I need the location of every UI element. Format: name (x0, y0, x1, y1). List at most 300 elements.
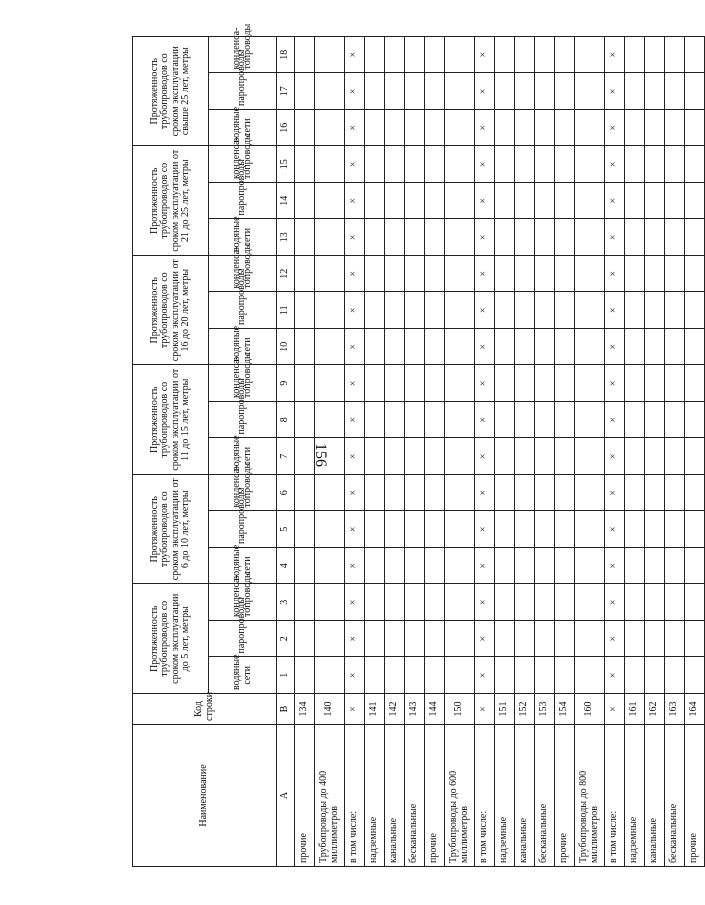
data-cell (445, 548, 475, 585)
subcol-header: паропроводы (209, 292, 277, 329)
data-cell (495, 621, 515, 658)
table-row (625, 36, 645, 866)
data-cell: × (475, 255, 495, 292)
data-cell (515, 401, 535, 438)
data-cell: × (605, 219, 625, 256)
data-cell (405, 511, 425, 548)
data-cell (535, 657, 555, 694)
data-cell (405, 657, 425, 694)
data-cell (405, 182, 425, 219)
row-name: бесканальные (665, 725, 685, 867)
table-row (385, 36, 405, 866)
row-code: 143 (405, 694, 425, 725)
data-cell (365, 36, 385, 73)
table-row (475, 36, 495, 866)
data-cell: × (605, 365, 625, 402)
data-cell: × (605, 255, 625, 292)
row-name: бесканальные (405, 725, 425, 867)
row-name: бесканальные (535, 725, 555, 867)
data-cell (445, 401, 475, 438)
data-cell: × (345, 584, 365, 621)
subcol-header: конденса-топроводы (209, 365, 277, 402)
data-cell (365, 584, 385, 621)
row-code: 160 (575, 694, 605, 725)
data-cell (365, 219, 385, 256)
data-cell (315, 36, 345, 73)
subcol-header: конденса-топроводы (209, 146, 277, 183)
data-cell (315, 109, 345, 146)
data-cell (645, 255, 665, 292)
row-code: 134 (295, 694, 315, 725)
subcol-header: паропроводы (209, 182, 277, 219)
data-cell (575, 73, 605, 110)
row-code: 141 (365, 694, 385, 725)
data-cell (295, 146, 315, 183)
group-header: Протяженность трубопроводов со сроком эксплуатации свыше 25 лет, метры (133, 36, 209, 146)
data-cell (555, 548, 575, 585)
data-cell (665, 255, 685, 292)
data-cell (535, 511, 555, 548)
data-cell: × (475, 146, 495, 183)
index-cell: 7 (277, 438, 295, 475)
row-name: прочие (555, 725, 575, 867)
data-cell (645, 438, 665, 475)
data-cell (495, 109, 515, 146)
row-code: 154 (555, 694, 575, 725)
data-cell (365, 548, 385, 585)
data-cell (625, 73, 645, 110)
table-row (445, 36, 475, 866)
table-body (277, 36, 705, 866)
subcol-header: водяные сети (209, 219, 277, 256)
data-cell (405, 146, 425, 183)
table-row (315, 36, 345, 866)
data-cell (685, 548, 705, 585)
index-cell: 13 (277, 219, 295, 256)
data-cell (555, 292, 575, 329)
row-name: в том числе: (475, 725, 495, 867)
data-cell (665, 73, 685, 110)
data-cell (385, 548, 405, 585)
data-cell (425, 73, 445, 110)
data-cell (295, 109, 315, 146)
data-cell (665, 219, 685, 256)
data-cell (445, 621, 475, 658)
data-cell (625, 255, 645, 292)
group-header: Протяженность трубопроводов со сроком эксплуатации от 21 до 25 лет, метры (133, 146, 209, 256)
data-cell (625, 36, 645, 73)
data-cell (555, 365, 575, 402)
data-cell (535, 474, 555, 511)
data-cell (555, 219, 575, 256)
data-cell (645, 657, 665, 694)
table-row (365, 36, 385, 866)
subcol-header: паропроводы (209, 73, 277, 110)
row-name: Трубопроводы до 600 миллиметров (445, 725, 475, 867)
data-cell (575, 182, 605, 219)
subcol-header: конденса-топроводы (209, 584, 277, 621)
data-cell (495, 365, 515, 402)
data-cell (535, 73, 555, 110)
data-cell (365, 657, 385, 694)
data-cell (625, 365, 645, 402)
data-cell (445, 219, 475, 256)
data-cell (405, 109, 425, 146)
data-cell (625, 328, 645, 365)
data-cell (555, 36, 575, 73)
data-cell (315, 182, 345, 219)
data-cell (645, 548, 665, 585)
data-cell (515, 292, 535, 329)
data-cell (535, 365, 555, 402)
data-cell (365, 146, 385, 183)
data-cell (425, 255, 445, 292)
data-cell (645, 511, 665, 548)
data-cell: × (475, 219, 495, 256)
index-cell: 5 (277, 511, 295, 548)
data-cell (405, 438, 425, 475)
data-cell (515, 36, 535, 73)
data-cell (445, 584, 475, 621)
row-name: прочие (685, 725, 705, 867)
data-cell (495, 255, 515, 292)
group-header: Протяженность трубопроводов со сроком эксплуатации от 16 до 20 лет, метры (133, 255, 209, 365)
pipeline-length-table (132, 23, 705, 867)
data-cell (445, 182, 475, 219)
data-cell (685, 328, 705, 365)
data-cell: × (475, 109, 495, 146)
data-cell (405, 328, 425, 365)
data-cell: × (605, 73, 625, 110)
data-cell (645, 474, 665, 511)
data-cell (555, 182, 575, 219)
data-cell (495, 548, 515, 585)
data-cell: × (345, 255, 365, 292)
data-cell (685, 438, 705, 475)
data-cell (665, 621, 685, 658)
data-cell (645, 182, 665, 219)
data-cell (575, 292, 605, 329)
data-cell (495, 657, 515, 694)
data-cell: × (345, 511, 365, 548)
data-cell (445, 146, 475, 183)
data-cell (445, 474, 475, 511)
row-code: 163 (665, 694, 685, 725)
index-cell: 14 (277, 182, 295, 219)
data-cell (535, 255, 555, 292)
data-cell (665, 401, 685, 438)
data-cell: × (345, 548, 365, 585)
data-cell: × (605, 292, 625, 329)
data-cell (495, 474, 515, 511)
data-cell (425, 401, 445, 438)
data-cell (555, 584, 575, 621)
data-cell (515, 621, 535, 658)
data-cell (495, 328, 515, 365)
data-cell (495, 182, 515, 219)
data-cell (575, 584, 605, 621)
data-cell (625, 584, 645, 621)
data-cell (625, 219, 645, 256)
data-cell (555, 511, 575, 548)
data-cell: × (605, 328, 625, 365)
data-cell (535, 548, 555, 585)
data-cell (495, 146, 515, 183)
data-cell (295, 511, 315, 548)
row-code: × (475, 694, 495, 725)
data-cell (365, 511, 385, 548)
data-cell (555, 474, 575, 511)
data-cell (425, 438, 445, 475)
data-cell (495, 584, 515, 621)
index-cell: 1 (277, 657, 295, 694)
data-cell (405, 73, 425, 110)
data-cell (515, 511, 535, 548)
data-cell (385, 401, 405, 438)
data-cell (495, 438, 515, 475)
data-cell: × (345, 292, 365, 329)
data-cell (575, 36, 605, 73)
data-cell (315, 365, 345, 402)
group-header: Протяженность трубопроводов со сроком эксплуатации от 6 до 10 лет, метры (133, 474, 209, 584)
data-cell (575, 219, 605, 256)
data-cell (535, 182, 555, 219)
data-cell: × (605, 146, 625, 183)
data-cell (665, 328, 685, 365)
index-cell: 3 (277, 584, 295, 621)
data-cell (515, 255, 535, 292)
data-cell (555, 255, 575, 292)
data-cell (515, 474, 535, 511)
data-cell (645, 36, 665, 73)
data-cell (575, 328, 605, 365)
data-cell (685, 73, 705, 110)
data-cell (515, 73, 535, 110)
subcol-header: водяные сети (209, 438, 277, 475)
data-cell (575, 438, 605, 475)
data-cell: × (345, 182, 365, 219)
data-cell: × (345, 657, 365, 694)
data-cell (645, 219, 665, 256)
data-cell (685, 657, 705, 694)
data-cell (425, 657, 445, 694)
data-cell (315, 401, 345, 438)
data-cell (365, 474, 385, 511)
data-cell (515, 584, 535, 621)
data-cell (295, 365, 315, 402)
data-cell (685, 182, 705, 219)
data-cell (295, 219, 315, 256)
data-cell (645, 621, 665, 658)
subcol-header: конденса-топроводы (209, 255, 277, 292)
data-cell (405, 584, 425, 621)
data-cell (665, 548, 685, 585)
data-cell (495, 36, 515, 73)
header-code: Код строки (133, 694, 277, 725)
data-cell (685, 292, 705, 329)
data-cell (445, 328, 475, 365)
data-cell (405, 365, 425, 402)
data-cell (295, 474, 315, 511)
index-cell: 8 (277, 401, 295, 438)
subcol-header: паропроводы (209, 511, 277, 548)
data-cell: × (345, 474, 365, 511)
data-cell: × (605, 657, 625, 694)
row-code: × (605, 694, 625, 725)
data-cell (665, 657, 685, 694)
data-cell (535, 219, 555, 256)
data-cell (575, 511, 605, 548)
data-cell (385, 584, 405, 621)
data-cell (645, 365, 665, 402)
data-cell (315, 292, 345, 329)
data-cell: × (475, 657, 495, 694)
data-cell: × (345, 109, 365, 146)
subcol-header: водяные сети (209, 548, 277, 585)
index-row (277, 36, 295, 866)
data-cell (385, 474, 405, 511)
data-cell: × (475, 621, 495, 658)
data-cell (495, 292, 515, 329)
table-row (495, 36, 515, 866)
data-cell (385, 328, 405, 365)
data-cell (575, 109, 605, 146)
data-cell (665, 36, 685, 73)
row-code: 153 (535, 694, 555, 725)
data-cell (665, 438, 685, 475)
data-cell (295, 401, 315, 438)
data-cell: × (345, 401, 365, 438)
data-cell (625, 292, 645, 329)
data-cell (385, 255, 405, 292)
data-cell (535, 109, 555, 146)
data-cell: × (475, 73, 495, 110)
data-cell: × (605, 548, 625, 585)
subcol-header: водяные сети (209, 328, 277, 365)
data-cell (625, 621, 645, 658)
data-cell (535, 36, 555, 73)
data-cell (315, 657, 345, 694)
data-cell (535, 401, 555, 438)
row-code: 164 (685, 694, 705, 725)
data-cell: × (475, 36, 495, 73)
data-cell (315, 146, 345, 183)
data-cell (365, 438, 385, 475)
subcol-header: конденса-топроводы (209, 474, 277, 511)
data-cell (685, 401, 705, 438)
index-cell: 15 (277, 146, 295, 183)
row-code: 161 (625, 694, 645, 725)
data-cell: × (605, 401, 625, 438)
data-cell (295, 328, 315, 365)
row-code: 150 (445, 694, 475, 725)
data-cell: × (345, 438, 365, 475)
data-cell (425, 36, 445, 73)
data-cell (445, 657, 475, 694)
group-header: Протяженность трубопроводов со сроком эксплуатации до 5 лет, метры (133, 584, 209, 694)
data-cell (405, 621, 425, 658)
header-name: Наименование (133, 725, 277, 867)
table-row (645, 36, 665, 866)
data-cell (445, 365, 475, 402)
data-cell (625, 146, 645, 183)
data-cell: × (605, 182, 625, 219)
data-cell (495, 73, 515, 110)
data-cell: × (605, 36, 625, 73)
data-cell (535, 328, 555, 365)
data-cell (685, 621, 705, 658)
data-cell (645, 109, 665, 146)
data-cell (685, 255, 705, 292)
data-cell (425, 548, 445, 585)
index-cell: 16 (277, 109, 295, 146)
data-cell (575, 255, 605, 292)
data-cell (575, 474, 605, 511)
data-cell (555, 328, 575, 365)
data-cell (385, 292, 405, 329)
data-cell (445, 438, 475, 475)
data-cell (385, 146, 405, 183)
table-row (555, 36, 575, 866)
data-cell (665, 474, 685, 511)
row-name: канальные (385, 725, 405, 867)
subcol-header: паропроводы (209, 401, 277, 438)
data-cell (405, 548, 425, 585)
data-cell: × (605, 584, 625, 621)
data-cell (425, 219, 445, 256)
data-cell (515, 438, 535, 475)
data-cell (425, 328, 445, 365)
data-cell: × (345, 621, 365, 658)
data-cell: × (475, 511, 495, 548)
data-cell (295, 657, 315, 694)
data-cell (445, 109, 475, 146)
data-cell (685, 36, 705, 73)
data-cell (365, 255, 385, 292)
data-cell (575, 365, 605, 402)
subcol-header: водяные сети (209, 657, 277, 694)
data-cell (405, 255, 425, 292)
data-cell (365, 401, 385, 438)
data-cell: × (605, 621, 625, 658)
row-name: прочие (425, 725, 445, 867)
table-row (665, 36, 685, 866)
data-cell: × (345, 365, 365, 402)
index-cell: А (277, 725, 295, 867)
data-cell (405, 474, 425, 511)
data-cell (295, 182, 315, 219)
data-cell (385, 73, 405, 110)
data-cell (315, 328, 345, 365)
index-cell: 11 (277, 292, 295, 329)
index-cell: 6 (277, 474, 295, 511)
data-cell (315, 474, 345, 511)
data-cell (625, 657, 645, 694)
data-cell (495, 511, 515, 548)
data-cell (495, 219, 515, 256)
row-code: 162 (645, 694, 665, 725)
data-cell (515, 109, 535, 146)
data-cell (385, 511, 405, 548)
data-cell (555, 146, 575, 183)
row-name: надземные (365, 725, 385, 867)
data-cell (625, 548, 645, 585)
data-cell (385, 657, 405, 694)
row-name: в том числе: (605, 725, 625, 867)
data-cell (365, 73, 385, 110)
data-cell: × (475, 438, 495, 475)
data-cell (385, 438, 405, 475)
